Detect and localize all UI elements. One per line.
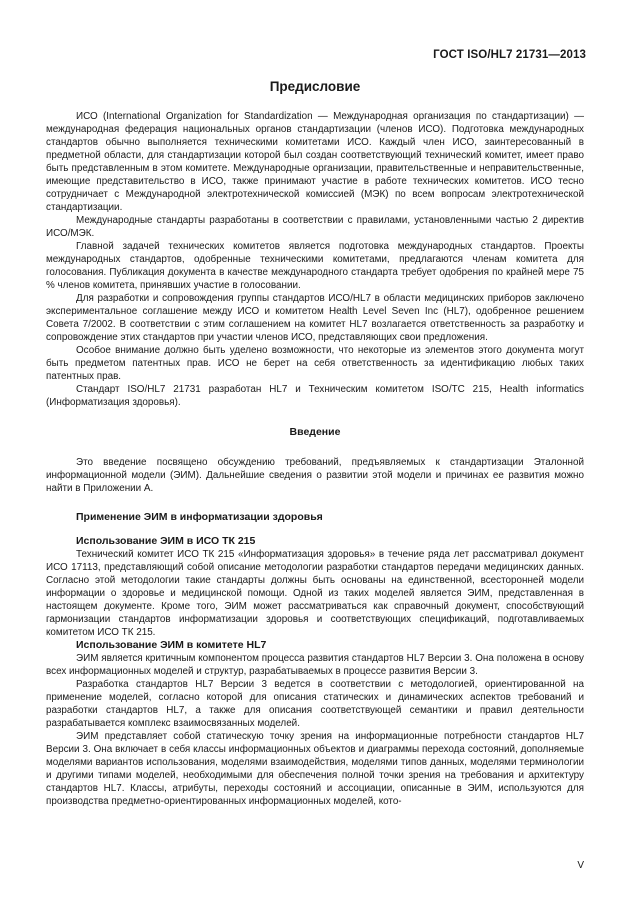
document-body [46, 110, 584, 808]
foreword-paragraph: Международные стандарты разработаны в соответствии с правилами, установленными частью 2 директив ИСО/МЭК. [46, 215, 584, 239]
subsection-heading: Использование ЭИМ в комитете HL7 [76, 639, 267, 651]
section-heading: Применение ЭИМ в информатизации здоровья [76, 511, 323, 523]
foreword-paragraph: Стандарт ISO/HL7 21731 разработан HL7 и Техническим комитетом ISO/TC 215, Health informatics (Информатизация здоровья). [46, 384, 584, 408]
subsection-heading: Использование ЭИМ в ИСО ТК 215 [76, 535, 256, 547]
foreword-paragraph: Для разработки и сопровождения группы стандартов ИСО/HL7 в области медицинских приборов заключено экспериментальное соглашение между ИСО и комитетом Health Level Seven Inc (HL7), одобренное решением Совета 7/2002. В соответствии с этим соглашением на комитет HL7 возлагается ответственность за разработку и сопровождение этих стандартов при участии членов ИСО, представляющих свои предложения. [46, 293, 584, 343]
foreword-paragraph: ИСО (International Organization for Standardization — Международная организация по стандартизации) — международная федерация национальных органов стандартизации (членов ИСО). Подготовка международных стандартов обычно выполняется техническими комитетами ИСО. Каждый член ИСО, заинтересованный в предметной области, для стандартизации которой был создан соответствующий технический комитет, имеет право быть представленным в этом комитете. Международные организации, правительственные и неправительственные, имеющие представительство в ИСО, также принимают участие в работе технических комитетов. ИСО тесно сотрудничает с Международной электротехнической комиссией (МЭК) по всем вопросам электротехнической стандартизации. [46, 111, 584, 213]
page-number: V [577, 860, 584, 871]
page-title: Предисловие [269, 79, 361, 94]
subsection-paragraph: Технический комитет ИСО ТК 215 «Информатизация здоровья» в течение ряда лет рассматривал документ ИСО 17113, представляющий собой описание методологии разработки стандартов передачи медицинских данных. Согласно этой методологии такие стандарты должны быть основаны на единственной, всесторонней модели информации о здоровье и медицинской помощи. Одной из таких моделей является ЭИМ, представленная в настоящем документе. Кроме того, ЭИМ может рассматриваться как справочный документ, способствующий гармонизации стандартов информатизации здоровья и соответствующих спецификаций, подготавливаемых комитетом ИСО ТК 215. [46, 549, 584, 638]
intro-heading: Введение [289, 426, 341, 438]
subsection-paragraph: ЭИМ является критичным компонентом процесса развития стандартов HL7 Версии 3. Она положена в основу всех информационных моделей и структур, разрабатываемых в процессе развития Версии 3. [46, 653, 584, 677]
foreword-paragraph: Особое внимание должно быть уделено возможности, что некоторые из элементов этого документа могут быть предметом патентных прав. ИСО не берет на себя ответственность за идентификацию любых таких патентных прав. [46, 345, 584, 382]
foreword-paragraph: Главной задачей технических комитетов является подготовка международных стандартов. Проекты международных стандартов, одобренные техническими комитетами, предлагаются членам комитета для голосования. Публикация документа в качестве международного стандарта требует одобрения по крайней мере 75 % членов комитета, принявших участие в голосовании. [46, 241, 584, 291]
intro-paragraph: Это введение посвящено обсуждению требований, предъявляемых к стандартизации Эталонной информационной модели (ЭИМ). Дальнейшие сведения о развитии этой модели и причинах ее развития можно найти в Приложении А. [46, 457, 584, 494]
standard-header: ГОСТ ISO/HL7 21731—2013 [433, 49, 586, 61]
subsection-paragraph: Разработка стандартов HL7 Версии 3 ведется в соответствии с методологией, ориентированной на применение моделей, согласно которой для описания статических и динамических аспектов требований и разработки стандартов HL7, а также для описания соответствующей семантики и правил деятельности разрабатывается комплекс взаимосвязанных моделей. [46, 679, 584, 729]
subsection-paragraph: ЭИМ представляет собой статическую точку зрения на информационные потребности стандартов HL7 Версии 3. Она включает в себя классы информационных объектов и диаграммы перехода состояний, дополняемые моделями вариантов использования, моделями взаимодействия, моделями типов данных, моделями терминологии и другими типами моделей, необходимыми для обеспечения полной точки зрения на требования и архитектуру стандартов HL7. Классы, атрибуты, переходы состояний и ассоциации, описанные в ЭИМ, используются для производства предметно-ориентированных информационных моделей, кото- [46, 731, 584, 807]
